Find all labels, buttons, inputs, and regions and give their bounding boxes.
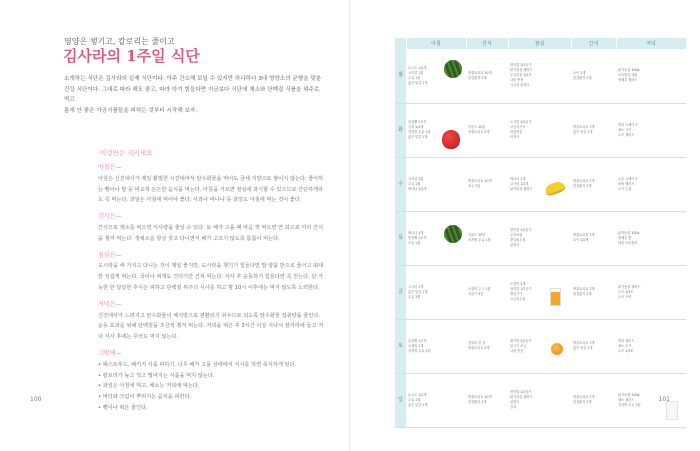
meal-item: 방울토마토 7개 (573, 233, 595, 237)
meal-cell-content (616, 68, 686, 83)
table-body (395, 49, 686, 427)
apple-illustration (442, 130, 460, 149)
meal-item: 닭가슴살 100g (618, 392, 640, 397)
meal-cell-breakfast (406, 265, 466, 319)
meal-item: 견과류 한 줌 (468, 341, 486, 345)
meal-item: 저지방 우유 1컵 (408, 348, 431, 353)
meal-item: 생선구이 (510, 292, 523, 296)
header-cell-snack-am: 간식 (466, 38, 508, 49)
meal-item: 우유 1컵 (408, 240, 421, 245)
meal-item: 방울토마토 10개 (468, 70, 492, 75)
table-row (395, 211, 686, 265)
meal-item: 바나나 1/2개 (408, 186, 427, 191)
meal-item: 호두 3알 (468, 184, 481, 188)
header-cell-dinner: 저녁 (616, 38, 686, 49)
section-text-lunch: 도시락을 싸 가지고 다니는 것이 제일 좋지만, 도시락을 챙기기 힘들다면 밥 양을 반으로 줄이고 최대한 싱겁게 먹는다. 국이나 찌개도 건더기만 건져 먹는다. 식사 후 운동하기 힘들다면 꼭 걷는다. 단 가능한 한 달달한 후식은 피하고 단백질 위주의 식사를 하고 밤 10시 이후에는 먹지 않도록 노력한다. (98, 263, 324, 291)
meal-item: 삶은 달걀 1개 (573, 346, 593, 350)
meal-cell-content (466, 395, 508, 405)
meal-item: 오이 1개 (573, 70, 586, 75)
day-label: 토 (395, 319, 406, 373)
meal-item: 닭가슴살 100g (618, 68, 640, 73)
page-title: 김사라의 1주일 식단 (63, 47, 200, 65)
meal-cell-lunch (508, 373, 571, 427)
table-row (395, 319, 686, 373)
intro-line: 소개하는 식단은 김사라의 실제 식단이다. 아주 간소해 보일 수 있지만 하나하나 3대 영양소의 균형을 맞춘 (64, 76, 322, 82)
list-item: • 칼로리가 높고 적고 떨어지는 식품을 먹지 않는다. (98, 372, 215, 379)
meal-item: 방울토마토 10개 (468, 395, 492, 399)
meal-item: 오이 1/2개 (573, 238, 589, 242)
meal-item: 고구마 1/2개 (510, 181, 529, 186)
meal-cell-content (466, 179, 508, 189)
meal-item: 버섯 샐러드 (618, 181, 635, 186)
meal-item: 달걀흰자 2개 (468, 400, 487, 404)
meal-item: 달걀흰자 2개 (573, 75, 592, 80)
meal-item: 삶은 달걀 1개 (408, 135, 428, 139)
meal-item: 방울토마토 10개 (468, 179, 492, 183)
section-heading-others: 그밖에— (98, 349, 122, 357)
meal-item: 양배추 쌈 (618, 235, 632, 240)
meal-item: 호밀빵 1조각 (408, 120, 427, 124)
list-item: • 과일은 아침에 먹고, 채소는 저녁에 먹는다. (98, 383, 200, 390)
meal-item: 두부 샐러드 (618, 132, 635, 137)
meal-item: 저지방 우유 1컵 (408, 130, 431, 134)
meal-item: 아몬드 5알 (468, 292, 484, 296)
meal-cell-dinner (616, 49, 686, 103)
meal-item: 토스트 1/2개 (408, 392, 427, 397)
meal-item: 나물 반찬 (510, 348, 524, 353)
meal-cell-content (466, 341, 508, 351)
meal-item: 오렌지 주스 1컵 (468, 287, 491, 291)
meal-item: 된장국 (510, 400, 520, 404)
section-heading-breakfast: 아침은— (98, 164, 122, 171)
meal-cell-content (571, 71, 616, 81)
meal-item: 바나나 1개 (510, 176, 526, 181)
section-text-breakfast: 아침은 신진대사가 제일 활발한 시간대여서 탄수화물을 먹어도 금세 지방으로 쌓이지 않는다. 좋아하는 빵이나 밥 등 비교적 든든한 음식을 먹는다. 아침을 거르면 점심에 과식할 수 있으므로 간단하게라도 꼭 먹는다. 과일은 아침에 먹어야 좋다. 사과나 바나나 등 과일도 아침에 먹는 것이 좋다. (98, 175, 324, 204)
meal-cell-snack1 (466, 157, 508, 211)
left-page (0, 0, 349, 451)
meal-item: 달걀흰자 2개 (573, 400, 592, 404)
meal-cell-content (508, 177, 571, 192)
meal-cell-content (571, 287, 616, 297)
meal-item: 아몬드 10알 (468, 125, 486, 129)
meal-cell-content (406, 285, 466, 300)
header-cell-snack-pm: 간식 (571, 38, 616, 49)
meal-cell-snack1 (466, 211, 508, 265)
day-label: 월 (395, 49, 406, 103)
meal-item: 저지방 우유 1컵 (618, 402, 641, 407)
meal-cell-breakfast (406, 319, 466, 373)
meal-cell-breakfast (406, 157, 466, 211)
meal-cell-snack2 (571, 373, 616, 427)
meal-cell-snack2 (571, 319, 616, 373)
meal-item: 사과 1/2개 (408, 125, 424, 129)
meal-cell-snack2 (571, 157, 616, 211)
meal-cell-content (616, 123, 686, 138)
meal-item: 오이 무침 (618, 186, 632, 191)
meal-item: 우유 1컵 (408, 75, 421, 80)
meal-item: 시리얼 1컵 (408, 70, 424, 75)
meal-item: 오렌지 1개 (408, 343, 424, 348)
meal-item: 미역국 (510, 135, 520, 139)
header-cell-lunch: 점심 (508, 38, 571, 49)
section-text-dinner: 신진대사가 느려지고 탄수화물이 체지방으로 전환되기 쉬우므로 되도록 탄수화물 섭취량을 줄인다. 운동 효과를 위해 단백질을 조금씩 챙겨 먹는다. 저녁을 먹은 후 3시간 이상 지나서 잠자리에 들고 저녁 식사 후에는 무엇도 먹지 않는다. (98, 312, 324, 341)
meal-cell-lunch (508, 49, 571, 103)
meal-item: 나물 반찬 (510, 78, 524, 83)
meal-item: 저지방 우유 1컵 (468, 238, 491, 242)
meal-item: 두부부침 1/2모 (510, 73, 532, 78)
meal-item: 우유 1컵 (408, 397, 421, 402)
meal-item: 호밀빵 1조각 (408, 338, 427, 343)
meal-item: 달걀흰자 2개 (573, 184, 592, 188)
meal-cell-breakfast (406, 373, 466, 427)
meal-cell-content (406, 231, 466, 246)
table-row (395, 265, 686, 319)
header-cell-empty (395, 38, 406, 49)
meal-cell-lunch (508, 319, 571, 373)
meal-cell-snack2 (571, 265, 616, 319)
meal-cell-dinner (616, 211, 686, 265)
meal-cell-lunch (508, 211, 571, 265)
tips-heading: 이것만은 지키세요 (100, 149, 153, 157)
tips-body (98, 163, 324, 414)
meal-item: 삶은 달걀 1개 (408, 80, 428, 85)
meal-cell-content (406, 393, 466, 408)
watermelon-illustration (444, 225, 462, 243)
meal-cell-content (571, 179, 616, 189)
meal-cell-snack1 (466, 103, 508, 157)
meal-cell-dinner (616, 103, 686, 157)
meal-item: 오이 스틱 (618, 294, 632, 299)
page-subtitle: 영양은 챙기고, 칼로리는 줄이고 (64, 37, 175, 46)
meal-cell-content (466, 287, 508, 297)
meal-item: 데친 브로콜리 (618, 240, 638, 245)
weekly-meal-table (395, 38, 687, 428)
meal-item: 현미밥 1/2공기 (510, 390, 532, 394)
intro-paragraph (64, 74, 324, 116)
meal-item: 닭가슴살 샐러드 (618, 284, 641, 289)
meal-item: 콩나물무침 (510, 238, 526, 242)
meal-item: 방울토마토 7개 (573, 179, 595, 183)
meal-item: 삶은 달걀 1개 (573, 130, 593, 134)
table-row (395, 103, 686, 157)
list-item: • 빵이나 떡은 줄인다. (98, 404, 148, 411)
meal-cell-breakfast (406, 103, 466, 157)
meal-cell-content (508, 390, 571, 410)
meal-cell-snack1 (466, 49, 508, 103)
meal-item: 바나나 1개 (408, 230, 424, 235)
meal-item: 고등어구이 (510, 125, 526, 129)
meal-cell-snack2 (571, 49, 616, 103)
meal-cell-content (571, 395, 616, 405)
meal-item: 고구마 1개 (408, 284, 424, 289)
meal-item: 된장국 (510, 243, 520, 247)
meal-item: 닭가슴살 샐러드 (510, 395, 533, 399)
meal-cell-content (466, 233, 508, 243)
intro-line: 건강 식단이다. 그대로 따라 해도 좋고, 따라 하기 힘들다면 지금보다 식단에 채소와 단백질 식품을 위주로 먹고 (64, 86, 320, 103)
meal-item: 우유 1컵 (408, 181, 421, 186)
meal-item: 달걀흰자 2개 (573, 292, 592, 296)
meal-cell-content (406, 120, 466, 140)
meal-item: 우유 1컵 (408, 294, 421, 299)
meal-cell-content (406, 339, 466, 354)
meal-cell-lunch (508, 265, 571, 319)
watermelon-illustration (444, 60, 462, 78)
meal-cell-content (616, 393, 686, 408)
day-label: 목 (395, 211, 406, 265)
meal-item: 현미밥 1/2공기 (510, 228, 532, 232)
meal-cell-lunch (508, 157, 571, 211)
meal-cell-content (508, 339, 571, 354)
meal-item: 연어 샐러드 (618, 338, 635, 343)
meal-item: 방울토마토 7개 (573, 125, 595, 129)
meal-item: 두부 1/3모 (618, 289, 634, 294)
table-row (395, 49, 686, 103)
meal-item: 김치 (510, 405, 517, 409)
section-heading-dinner: 저녁은— (98, 300, 122, 308)
meal-cell-snack1 (466, 319, 508, 373)
meal-cell-breakfast (406, 211, 466, 265)
page-number-left: 100 (30, 396, 42, 403)
milk-illustration (666, 401, 678, 420)
section-heading-snack: 간식은— (98, 213, 122, 221)
meal-cell-dinner (616, 157, 686, 211)
others-list (98, 360, 324, 414)
meal-item: 시금치 된장국 (510, 83, 530, 88)
meal-item: 연어 스테이크 (618, 122, 638, 127)
header-cell-breakfast: 아침 (406, 38, 466, 49)
meal-cell-content (616, 177, 686, 192)
meal-item: 현미밥 1/2공기 (510, 287, 532, 291)
meal-cell-content (508, 282, 571, 302)
meal-item: 방울토마토 5개 (468, 130, 490, 134)
meal-cell-content (616, 231, 686, 246)
meal-cell-dinner (616, 265, 686, 319)
meal-item: 시금치무침 (510, 297, 526, 301)
page-number-right: 101 (658, 396, 670, 403)
meal-cell-snack1 (466, 373, 508, 427)
meal-item: 방울토마토 7개 (573, 395, 595, 399)
juice-illustration (550, 288, 561, 306)
meal-item: 시리얼 1컵 (408, 176, 424, 181)
meal-item: 삶은 달걀 1개 (408, 289, 428, 294)
meal-item: 삶은 달걀 1개 (408, 402, 428, 407)
meal-cell-snack1 (466, 265, 508, 319)
meal-item: 두부 1/3모 (618, 348, 634, 353)
meal-item: 채소 샐러드 (618, 397, 635, 402)
meal-item: 양배추 샐러드 (618, 78, 638, 83)
right-page (351, 0, 700, 451)
day-label: 일 (395, 373, 406, 427)
day-label: 수 (395, 157, 406, 211)
meal-item: 채소 수프 (618, 343, 632, 348)
meal-cell-content (406, 66, 466, 86)
meal-item: 현미밥 1/2공기 (510, 63, 532, 68)
day-label: 화 (395, 103, 406, 157)
meal-cell-content (571, 233, 616, 243)
table-row (395, 373, 686, 427)
list-item: • 버터와 크림이 뿌려지는 음식을 피한다. (98, 394, 192, 401)
meal-item: 오곡밥 1/2공기 (510, 120, 532, 124)
meal-cell-content (616, 339, 686, 354)
meal-cell-lunch (508, 103, 571, 157)
table-row (395, 157, 686, 211)
meal-item: 불고기 조금 (510, 343, 527, 348)
meal-item: 아몬드 10알 (468, 233, 486, 237)
meal-item: 방울토마토 5개 (468, 346, 490, 350)
orange-illustration (551, 343, 563, 355)
meal-cell-dinner (616, 373, 686, 427)
meal-item: 닭가슴살 100g (618, 230, 640, 235)
section-text-snack: 간식으로 제소를 먹으면 식사량을 줄일 수 있다. 또 배가 고플 때 마음 껏 먹으면 안 되므로 미리 간식을 챙겨 먹는다. 생채소를 항상 갖고 다니면서 배가 고프지 않도록 틈틈이 먹는다. (98, 224, 324, 242)
meal-item: 두부조림 (510, 233, 523, 237)
meal-item: 닭가슴살 샐러드 (510, 186, 533, 191)
intro-line: 몸에 안 좋은 가공식품들을 피하는 것부터 시작해 보자. (64, 107, 198, 114)
meal-item: 채소 구이 (618, 127, 632, 132)
meal-cell-content (571, 341, 616, 351)
meal-cell-content (571, 125, 616, 135)
meal-item: 닭가슴살 샐러드 (510, 68, 533, 73)
day-label: 금 (395, 265, 406, 319)
meal-cell-content (508, 120, 571, 140)
meal-item: 잡곡밥 1/2공기 (510, 338, 532, 343)
meal-item: 토스트 1/2개 (408, 65, 427, 70)
meal-item: 달걀흰자 2개 (468, 75, 487, 80)
list-item: • 패스트푸드, 패키지 식품 피하기. 너무 배가 고플 상태에서 식사를 하면 폭식하게 된다. (98, 361, 297, 368)
meal-item: 오렌지 1개 (510, 282, 526, 286)
meal-cell-content (466, 71, 508, 81)
meal-item: 방울토마토 7개 (573, 341, 595, 345)
meal-item: 통밀빵 1조각 (408, 235, 427, 240)
section-heading-lunch: 점심은— (98, 251, 122, 259)
meal-cell-snack2 (571, 103, 616, 157)
meal-item: 방울토마토 7개 (573, 287, 595, 291)
meal-cell-dinner (616, 319, 686, 373)
meal-cell-snack2 (571, 211, 616, 265)
meal-cell-content (466, 125, 508, 135)
meal-item: 버섯볶음 (510, 130, 523, 134)
meal-item: 두부 스테이크 (618, 176, 638, 181)
meal-cell-content (406, 177, 466, 192)
meal-cell-breakfast (406, 49, 466, 103)
meal-cell-content (616, 285, 686, 300)
meal-cell-content (508, 63, 571, 88)
meal-cell-content (508, 228, 571, 248)
meal-item: 브로콜리 데침 (618, 73, 638, 78)
table-header-row (395, 38, 686, 49)
